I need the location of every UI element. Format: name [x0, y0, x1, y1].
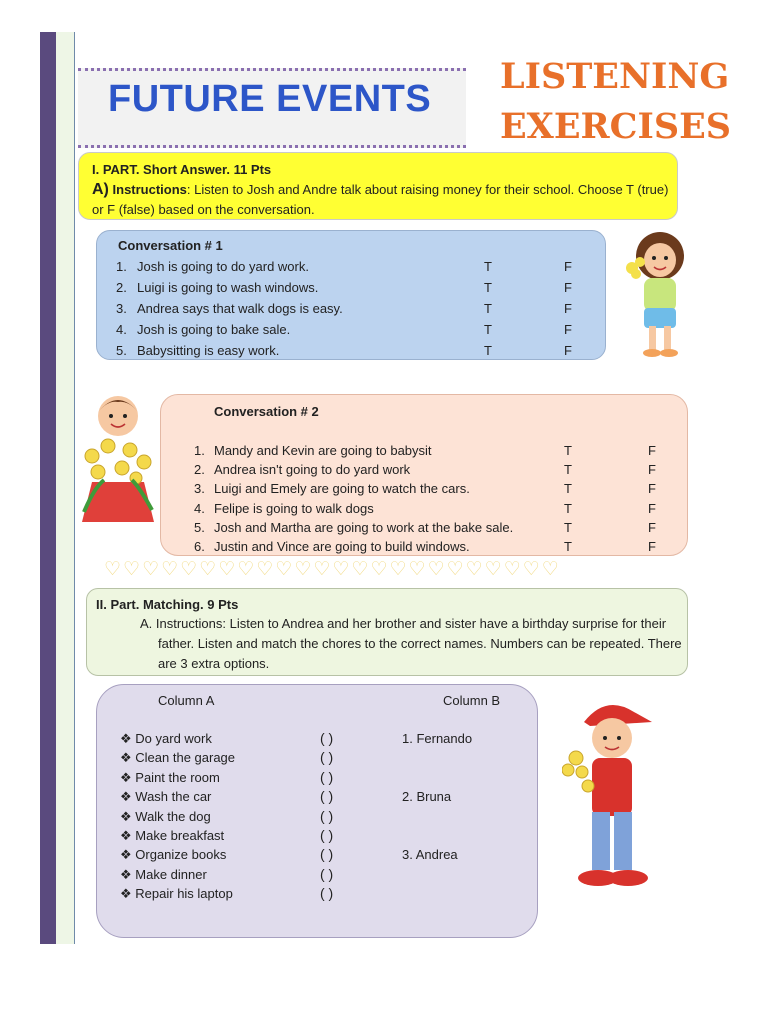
chores-list [120, 729, 380, 904]
bullet-icon: ❖ [120, 789, 132, 805]
name-option-1: 1. Fernando [402, 731, 473, 746]
true-option[interactable]: T [564, 481, 572, 497]
item-number: 5. [194, 519, 205, 535]
true-option[interactable]: T [564, 519, 572, 535]
hearts-divider: ♡♡♡♡♡♡♡♡♡♡♡♡♡♡♡♡♡♡♡♡♡♡♡♡ [104, 559, 561, 580]
instructions-label: Instructions [112, 182, 187, 197]
list-item [194, 460, 674, 479]
bullet-icon: ❖ [120, 808, 132, 824]
true-option[interactable]: T [484, 301, 492, 316]
list-item [120, 748, 380, 767]
statement-text: Babysitting is easy work. [137, 343, 280, 358]
conversation1-list [116, 256, 596, 361]
list-item [120, 845, 380, 864]
left-margin-stripe [56, 32, 75, 944]
part1-letter: A) [92, 181, 109, 198]
statement-text: Luigi is going to wash windows. [137, 280, 319, 295]
list-item [116, 340, 596, 361]
list-item [120, 729, 380, 748]
bullet-icon: ❖ [120, 769, 132, 785]
name-option-3: 3. Andrea [402, 847, 458, 862]
girl-illustration [622, 226, 694, 362]
bullet-icon: ❖ [120, 750, 132, 766]
chore-text: Wash the car [135, 789, 212, 805]
list-item [116, 277, 596, 298]
item-number: 6. [194, 538, 205, 554]
true-option[interactable]: T [564, 538, 572, 554]
list-item [120, 807, 380, 826]
part1-instructions [92, 180, 672, 220]
list-item [194, 499, 674, 518]
boy-flowers-illustration [74, 392, 160, 532]
item-number: 3. [194, 481, 205, 497]
list-item [120, 865, 380, 884]
left-margin-bar [40, 32, 56, 944]
part2-heading: II. Part. Matching. 9 Pts [96, 597, 239, 612]
item-number: 5. [116, 343, 127, 358]
item-number: 4. [116, 322, 127, 337]
part1-heading: I. PART. Short Answer. 11 Pts [92, 162, 272, 177]
list-item [120, 884, 380, 903]
column-a-header: Column A [158, 693, 215, 708]
statement-text: Justin and Vince are going to build windows. [214, 538, 470, 554]
subtitle-listening: LISTENING [500, 56, 730, 97]
list-item [194, 518, 674, 537]
false-option[interactable]: F [564, 280, 572, 295]
answer-blank[interactable]: ( ) [320, 788, 334, 805]
true-option[interactable]: T [484, 343, 492, 358]
statement-text: Luigi and Emely are going to watch the cars. [214, 481, 470, 497]
false-option[interactable]: F [648, 481, 656, 497]
list-item [194, 537, 674, 556]
false-option[interactable]: F [648, 500, 656, 516]
item-number: 1. [194, 443, 205, 458]
chore-text: Clean the garage [135, 750, 236, 766]
column-b-header: Column B [443, 693, 501, 708]
false-option[interactable]: F [648, 519, 656, 535]
statement-text: Andrea isn't going to do yard work [214, 462, 411, 478]
page-title: FUTURE EVENTS [108, 78, 432, 120]
false-option[interactable]: F [564, 301, 572, 316]
answer-blank[interactable]: ( ) [320, 768, 334, 785]
chore-text: Do yard work [135, 731, 212, 746]
list-item [194, 441, 674, 460]
list-item [116, 256, 596, 277]
chore-text: Walk the dog [135, 808, 211, 824]
part2-instructions: A. Instructions: Listen to Andrea and her brother and sister have a birthday surprise for their father. Listen and match the chores to the correct names. Numbers can be repeated. There are 3 extra options. [140, 616, 682, 671]
list-item [120, 768, 380, 787]
conversation1-title: Conversation # 1 [118, 238, 223, 253]
item-number: 4. [194, 500, 205, 516]
answer-blank[interactable]: ( ) [320, 730, 334, 746]
answer-blank[interactable]: ( ) [320, 807, 334, 824]
answer-blank[interactable]: ( ) [320, 749, 334, 766]
statement-text: Mandy and Kevin are going to babysit [214, 443, 432, 458]
list-item [120, 826, 380, 845]
list-item [194, 479, 674, 498]
instructions-text: : Listen to Josh and Andre talk about raising money for their school. Choose T (true) or F (false) based on the conversation. [92, 182, 669, 217]
statement-text: Josh and Martha are going to work at the bake sale. [214, 519, 514, 535]
bullet-icon: ❖ [120, 847, 132, 863]
answer-blank[interactable]: ( ) [320, 865, 334, 882]
item-number: 2. [116, 280, 127, 295]
boy-cap-illustration [562, 694, 666, 898]
true-option[interactable]: T [484, 280, 492, 295]
chore-text: Paint the room [135, 769, 220, 785]
conversation2-title: Conversation # 2 [214, 404, 319, 419]
true-option[interactable]: T [484, 322, 492, 337]
true-option[interactable]: T [484, 259, 492, 274]
item-number: 1. [116, 259, 127, 274]
list-item [116, 319, 596, 340]
false-option[interactable]: F [648, 462, 656, 478]
true-option[interactable]: T [564, 462, 572, 478]
false-option[interactable]: F [564, 259, 572, 274]
chore-text: Repair his laptop [135, 886, 233, 902]
bullet-icon: ❖ [120, 866, 132, 882]
chore-text: Make breakfast [135, 827, 225, 843]
bullet-icon: ❖ [120, 886, 132, 902]
statement-text: Felipe is going to walk dogs [214, 500, 374, 516]
list-item [116, 298, 596, 319]
item-number: 2. [194, 462, 205, 478]
statement-text: Josh is going to do yard work. [137, 259, 309, 274]
list-item [120, 787, 380, 806]
item-number: 3. [116, 301, 127, 316]
statement-text: Andrea says that walk dogs is easy. [137, 301, 343, 316]
bullet-icon: ❖ [120, 731, 132, 746]
true-option[interactable]: T [564, 443, 572, 458]
answer-blank[interactable]: ( ) [320, 885, 334, 902]
false-option[interactable]: F [564, 322, 572, 337]
subtitle-exercises: EXERCISES [500, 106, 732, 147]
false-option[interactable]: F [648, 443, 656, 458]
answer-blank[interactable]: ( ) [320, 826, 334, 843]
true-option[interactable]: T [564, 500, 572, 516]
conversation2-list [194, 441, 674, 556]
answer-blank[interactable]: ( ) [320, 846, 334, 863]
false-option[interactable]: F [648, 538, 656, 554]
statement-text: Josh is going to bake sale. [137, 322, 291, 337]
name-option-2: 2. Bruna [402, 789, 452, 804]
chore-text: Make dinner [135, 866, 207, 882]
bullet-icon: ❖ [120, 827, 132, 843]
false-option[interactable]: F [564, 343, 572, 358]
chore-text: Organize books [135, 847, 227, 863]
